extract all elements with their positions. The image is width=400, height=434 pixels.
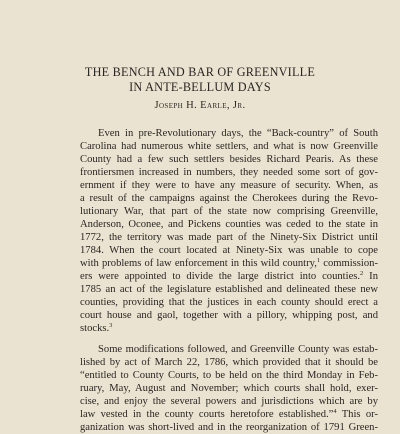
article-author: Joseph H. Earle, Jr. <box>154 100 246 111</box>
body-line: a result of the campaigns against the Cherokees during the Revo- <box>80 193 378 204</box>
article-title-line-1: THE BENCH AND BAR OF GREENVILLE <box>84 65 316 79</box>
body-line: ers were appointed to divide the large district into counties.$^2$ In <box>80 270 378 282</box>
body-line: Anderson, Oconee, and Pickens counties was ceded to the state in <box>80 219 378 230</box>
body-line: Some modifications followed, and Greenville County was estab- <box>98 344 378 355</box>
footnote-marker: 3 <box>109 322 113 329</box>
body-line: lutionary War, that part of the state now comprising Greenville, <box>80 206 378 217</box>
body-line: ganization was short-lived and in the reorganization of 1791 Green- <box>80 422 378 433</box>
body-line: with problems of law enforcement in this wild country,$^1$ commission- <box>80 257 378 269</box>
body-line: Even in pre-Revolutionary days, the “Back-country” of South <box>98 128 378 139</box>
body-line: frontiersmen increased in numbers, they needed some sort of gov- <box>80 167 378 178</box>
body-line: “entitled to County Courts, to be held on the third Monday in Feb- <box>80 370 378 381</box>
body-line: law vested in the county courts heretofore established.”$^4$ This or- <box>80 408 378 420</box>
body-line: ruary, May, August and November; which courts shall hold, exer- <box>80 383 378 394</box>
footnote-marker: 1 <box>316 257 321 264</box>
body-line: ernment if they were to have any measure of security. When, as <box>80 180 378 191</box>
body-line: stocks.$^3$ <box>80 322 113 334</box>
body-line: Carolina had numerous white settlers, and what is now Greenville <box>80 141 378 152</box>
footnote-marker: 4 <box>333 408 337 415</box>
body-line: 1785 an act of the legislature established and delineated these new <box>80 284 378 295</box>
body-line: lished by act of March 22, 1786, which provided that it should be <box>80 357 378 368</box>
body-line: 1772, the territory was made part of the Ninety-Six District until <box>80 232 378 243</box>
body-line: court house and gaol, together with a pillory, whipping post, and <box>80 310 378 321</box>
article-title-line-2: IN ANTE-BELLUM DAYS <box>129 80 271 94</box>
body-line: counties, providing that the justices in each county should erect a <box>80 297 378 308</box>
footnote-marker: 2 <box>360 270 364 277</box>
body-line: 1784. When the court located at Ninety-Six was unable to cope <box>80 245 378 256</box>
body-line: cise, and enjoy the several powers and jurisdictions which are by <box>80 396 378 407</box>
body-line: County had a few such settlers besides Richard Pearis. As these <box>80 154 378 165</box>
